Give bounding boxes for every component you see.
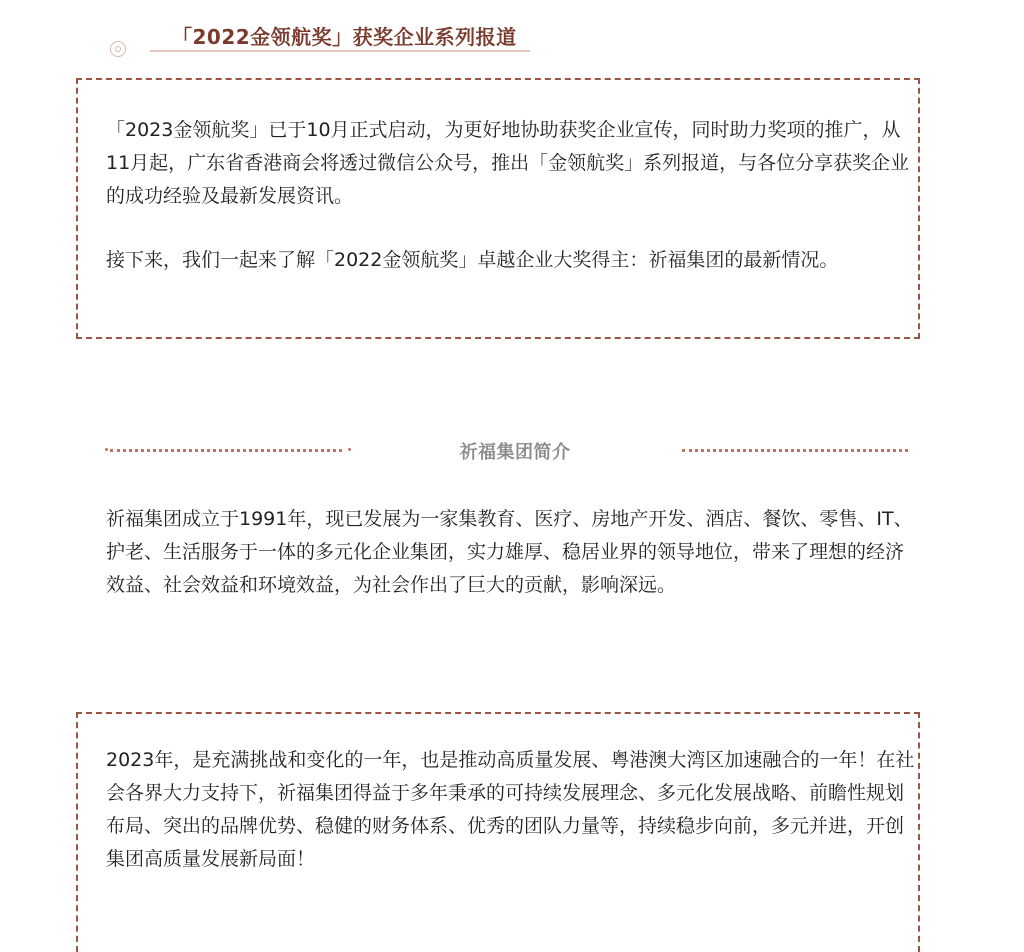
- article-header: [108, 18, 538, 66]
- target-circle-icon: [110, 41, 126, 57]
- company-intro-paragraph: 祈福集团成立于1991年，现已发展为一家集教育、医疗、房地产开发、酒店、餐饮、零售、IT、护老、生活服务于一体的多元化企业集团，实力雄厚、稳居业界的领导地位，带来了理想的经济效益、社会效益和环境效益，为社会作出了巨大的贡献，影响深远。: [106, 508, 913, 596]
- divider-dot-right: [348, 448, 351, 451]
- section-title: 祈福集团简介: [459, 442, 571, 463]
- header-underline: [150, 50, 530, 52]
- divider-line-left: [110, 449, 342, 452]
- development-paragraph: 2023年，是充满挑战和变化的一年，也是推动高质量发展、粤港澳大湾区加速融合的一年！在社会各界大力支持下，祈福集团得益于多年秉承的可持续发展理念、多元化发展战略、前瞻性规划布局、突出的品牌优势、稳健的财务体系、优秀的团队力量等，持续稳步向前，多元并进，开创集团高质量发展新局面！: [106, 749, 915, 870]
- divider-dot-left: [105, 448, 108, 451]
- intro-paragraph-1: 「2023金领航奖」已于10月正式启动，为更好地协助获奖企业宣传，同时助力奖项的推广，从11月起，广东省香港商会将透过微信公众号，推出「金领航奖」系列报道，与各位分享获奖企业的成功经验及最新发展资讯。: [106, 119, 910, 207]
- intro-paragraph-2: 接下来，我们一起来了解「2022金领航奖」卓越企业大奖得主：祈福集团的最新情况。: [106, 249, 839, 271]
- divider-line-right: [682, 449, 908, 452]
- article-header-title: 「2022金领航奖」获奖企业系列报道: [172, 25, 517, 49]
